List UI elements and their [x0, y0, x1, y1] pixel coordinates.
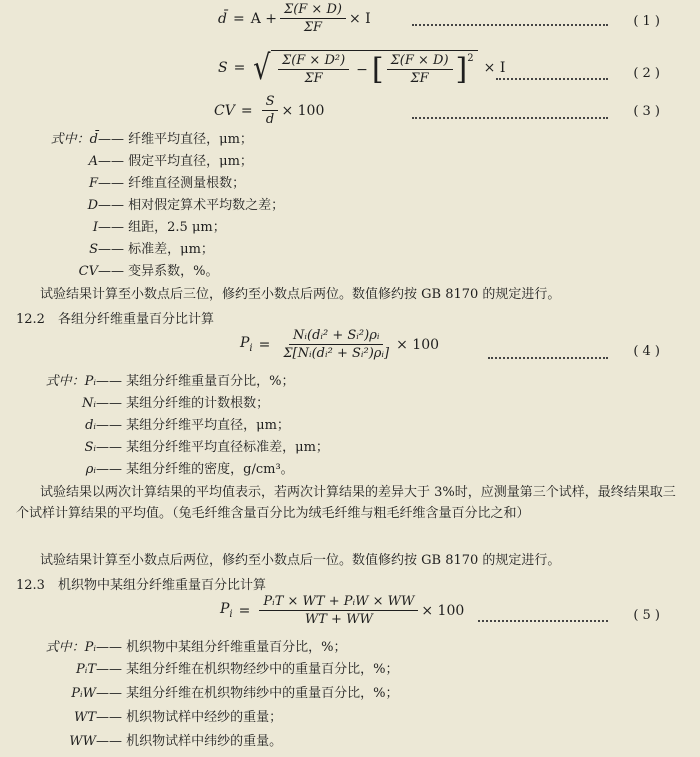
definition-text: —— 某组分纤维重量百分比，%；: [96, 374, 295, 389]
dot-leader: [488, 357, 608, 359]
definition-item: [16, 150, 253, 169]
definition-text: —— 某组分纤维的密度，g/cm³。: [96, 462, 294, 477]
equals-sign: =: [233, 60, 246, 76]
formula-term: × I: [348, 10, 371, 27]
definition-symbol: WW: [69, 734, 96, 749]
definition-symbol: Nᵢ: [82, 396, 96, 411]
denominator: d̄: [265, 112, 275, 127]
radical-sign: √: [253, 48, 271, 88]
denominator: Σ[Nᵢ(dᵢ² + Sᵢ²)ρᵢ]: [283, 346, 390, 361]
definition-item: [16, 172, 245, 191]
definition-item: [16, 238, 214, 257]
section-heading: 12.2 各组分纤维重量百分比计算: [16, 312, 214, 327]
definition-text: —— 某组分纤维在机织物纬纱中的重量百分比，%；: [96, 686, 399, 701]
formula-lhs: S: [218, 60, 228, 76]
radicand: [271, 50, 478, 86]
definition-symbol: 式中：d̄: [50, 132, 98, 147]
definition-item: [16, 370, 295, 389]
definition-item: [16, 706, 282, 725]
numerator: Nᵢ(dᵢ² + Sᵢ²)ρᵢ: [289, 328, 383, 345]
equals-sign: =: [232, 10, 245, 27]
definition-symbol: 式中：Pᵢ: [45, 374, 96, 389]
definition-symbol: A: [88, 154, 98, 169]
definition-text: —— 某组分纤维在机织物经纱中的重量百分比，%；: [96, 662, 399, 677]
dot-leader: [412, 24, 608, 26]
definition-text: —— 某组分纤维平均直径，μm；: [96, 418, 290, 433]
definition-symbol: CV: [78, 264, 98, 279]
definition-item: [16, 636, 347, 655]
numerator: PᵢT × WT + PᵢW × WW: [259, 594, 418, 611]
equation-number: ( 3 ): [633, 104, 660, 119]
definition-item: [16, 730, 282, 749]
dot-leader: [496, 78, 608, 80]
definition-symbol: I: [92, 220, 98, 235]
formula-term: × I: [483, 60, 506, 76]
definition-item: [16, 260, 219, 279]
definition-item: [16, 128, 253, 147]
square-root: [251, 50, 477, 86]
exponent: 2: [467, 53, 474, 64]
definition-symbol: F: [88, 176, 98, 191]
definition-symbol: dᵢ: [85, 418, 96, 433]
formula-2: [218, 50, 505, 86]
equals-sign: =: [258, 336, 271, 353]
paragraph: 试验结果计算至小数点后三位，修约至小数点后两位。数值修约按 GB 8170 的规定进行。: [40, 287, 561, 302]
definition-item: [16, 414, 290, 433]
definition-item: [16, 436, 329, 455]
numerator: Σ(F × D²): [278, 53, 349, 70]
formula-1: [218, 2, 371, 35]
definition-text: —— 某组分纤维的计数根数；: [96, 396, 270, 411]
left-bracket: [: [371, 51, 384, 87]
equation-number: ( 1 ): [633, 14, 660, 29]
definition-symbol: ρᵢ: [85, 462, 96, 477]
definition-text: —— 组距，2.5 μm；: [98, 220, 226, 235]
fraction: [280, 2, 346, 35]
definition-text: —— 纤维直径测量根数；: [98, 176, 246, 191]
paragraph: 试验结果以两次计算结果的平均值表示，若两次计算结果的差异大于 3%时，应测量第三个试样，最终结果取三个试样计算结果的平均值。（兔毛纤维含量百分比为绒毛纤维与粗毛纤维含量百分比之和）: [16, 485, 676, 521]
definition-item: [16, 458, 294, 477]
formula-term: × 100: [396, 336, 440, 353]
denominator: WT + WW: [304, 612, 373, 627]
formula-lhs-symbol: P: [220, 601, 230, 618]
fraction: [259, 594, 418, 627]
definition-text: —— 变异系数，%。: [98, 264, 219, 279]
equation-number: ( 4 ): [633, 344, 660, 359]
section-heading: 12.3 机织物中某组分纤维重量百分比计算: [16, 578, 266, 593]
definition-text: —— 某组分纤维平均直径标准差，μm；: [96, 440, 329, 455]
formula-term: × 100: [281, 102, 325, 119]
formula-lhs: [220, 601, 233, 620]
definition-text: —— 机织物中某组分纤维重量百分比，%；: [96, 640, 347, 655]
definition-symbol: S: [89, 242, 98, 257]
definition-text: —— 机织物试样中经纱的重量；: [96, 710, 283, 725]
numerator: S: [262, 94, 279, 111]
definition-text: —— 机织物试样中纬纱的重量。: [96, 734, 283, 749]
numerator: Σ(F × D): [387, 53, 453, 70]
minus-sign: −: [356, 61, 368, 78]
definition-text: —— 标准差，μm；: [98, 242, 214, 257]
denominator: ΣF: [410, 71, 429, 86]
definition-item: [16, 194, 284, 213]
formula-5: [220, 594, 464, 627]
formula-lhs: d̄: [218, 10, 227, 27]
definition-item: [16, 216, 226, 235]
dot-leader: [478, 620, 608, 622]
right-bracket: ]: [455, 51, 468, 87]
formula-term: × 100: [421, 602, 465, 619]
formula-subscript: i: [229, 608, 233, 620]
formula-3: [214, 94, 324, 127]
definition-symbol: PᵢT: [75, 662, 96, 677]
denominator: ΣF: [303, 20, 323, 35]
denominator: ΣF: [304, 71, 323, 86]
fraction: [262, 94, 279, 127]
fraction: [387, 53, 453, 86]
definition-text: —— 假定平均直径，μm；: [98, 154, 253, 169]
formula-4: [240, 328, 439, 361]
paragraph: 试验结果计算至小数点后两位，修约至小数点后一位。数值修约按 GB 8170 的规定进行。: [40, 553, 561, 568]
definition-item: [16, 658, 399, 677]
equals-sign: =: [240, 102, 253, 119]
formula-term: A +: [250, 10, 277, 27]
definition-symbol: PᵢW: [71, 686, 96, 701]
definition-text: —— 纤维平均直径，μm；: [98, 132, 253, 147]
definition-symbol: Sᵢ: [84, 440, 96, 455]
equation-number: ( 2 ): [633, 66, 660, 81]
numerator: Σ(F × D): [280, 2, 346, 19]
definition-item: [16, 392, 269, 411]
definition-text: —— 相对假定算术平均数之差；: [98, 198, 285, 213]
definition-symbol: 式中：Pᵢ: [45, 640, 96, 655]
definition-symbol: D: [87, 198, 98, 213]
fraction: [278, 53, 349, 86]
formula-lhs: CV: [214, 102, 235, 119]
formula-subscript: i: [249, 342, 253, 354]
definition-item: [16, 682, 399, 701]
definition-symbol: WT: [73, 710, 96, 725]
formula-lhs-symbol: P: [240, 335, 250, 352]
dot-leader: [412, 117, 608, 119]
fraction: [279, 328, 393, 361]
equation-number: ( 5 ): [633, 608, 660, 623]
equals-sign: =: [238, 602, 251, 619]
formula-lhs: [240, 335, 253, 354]
